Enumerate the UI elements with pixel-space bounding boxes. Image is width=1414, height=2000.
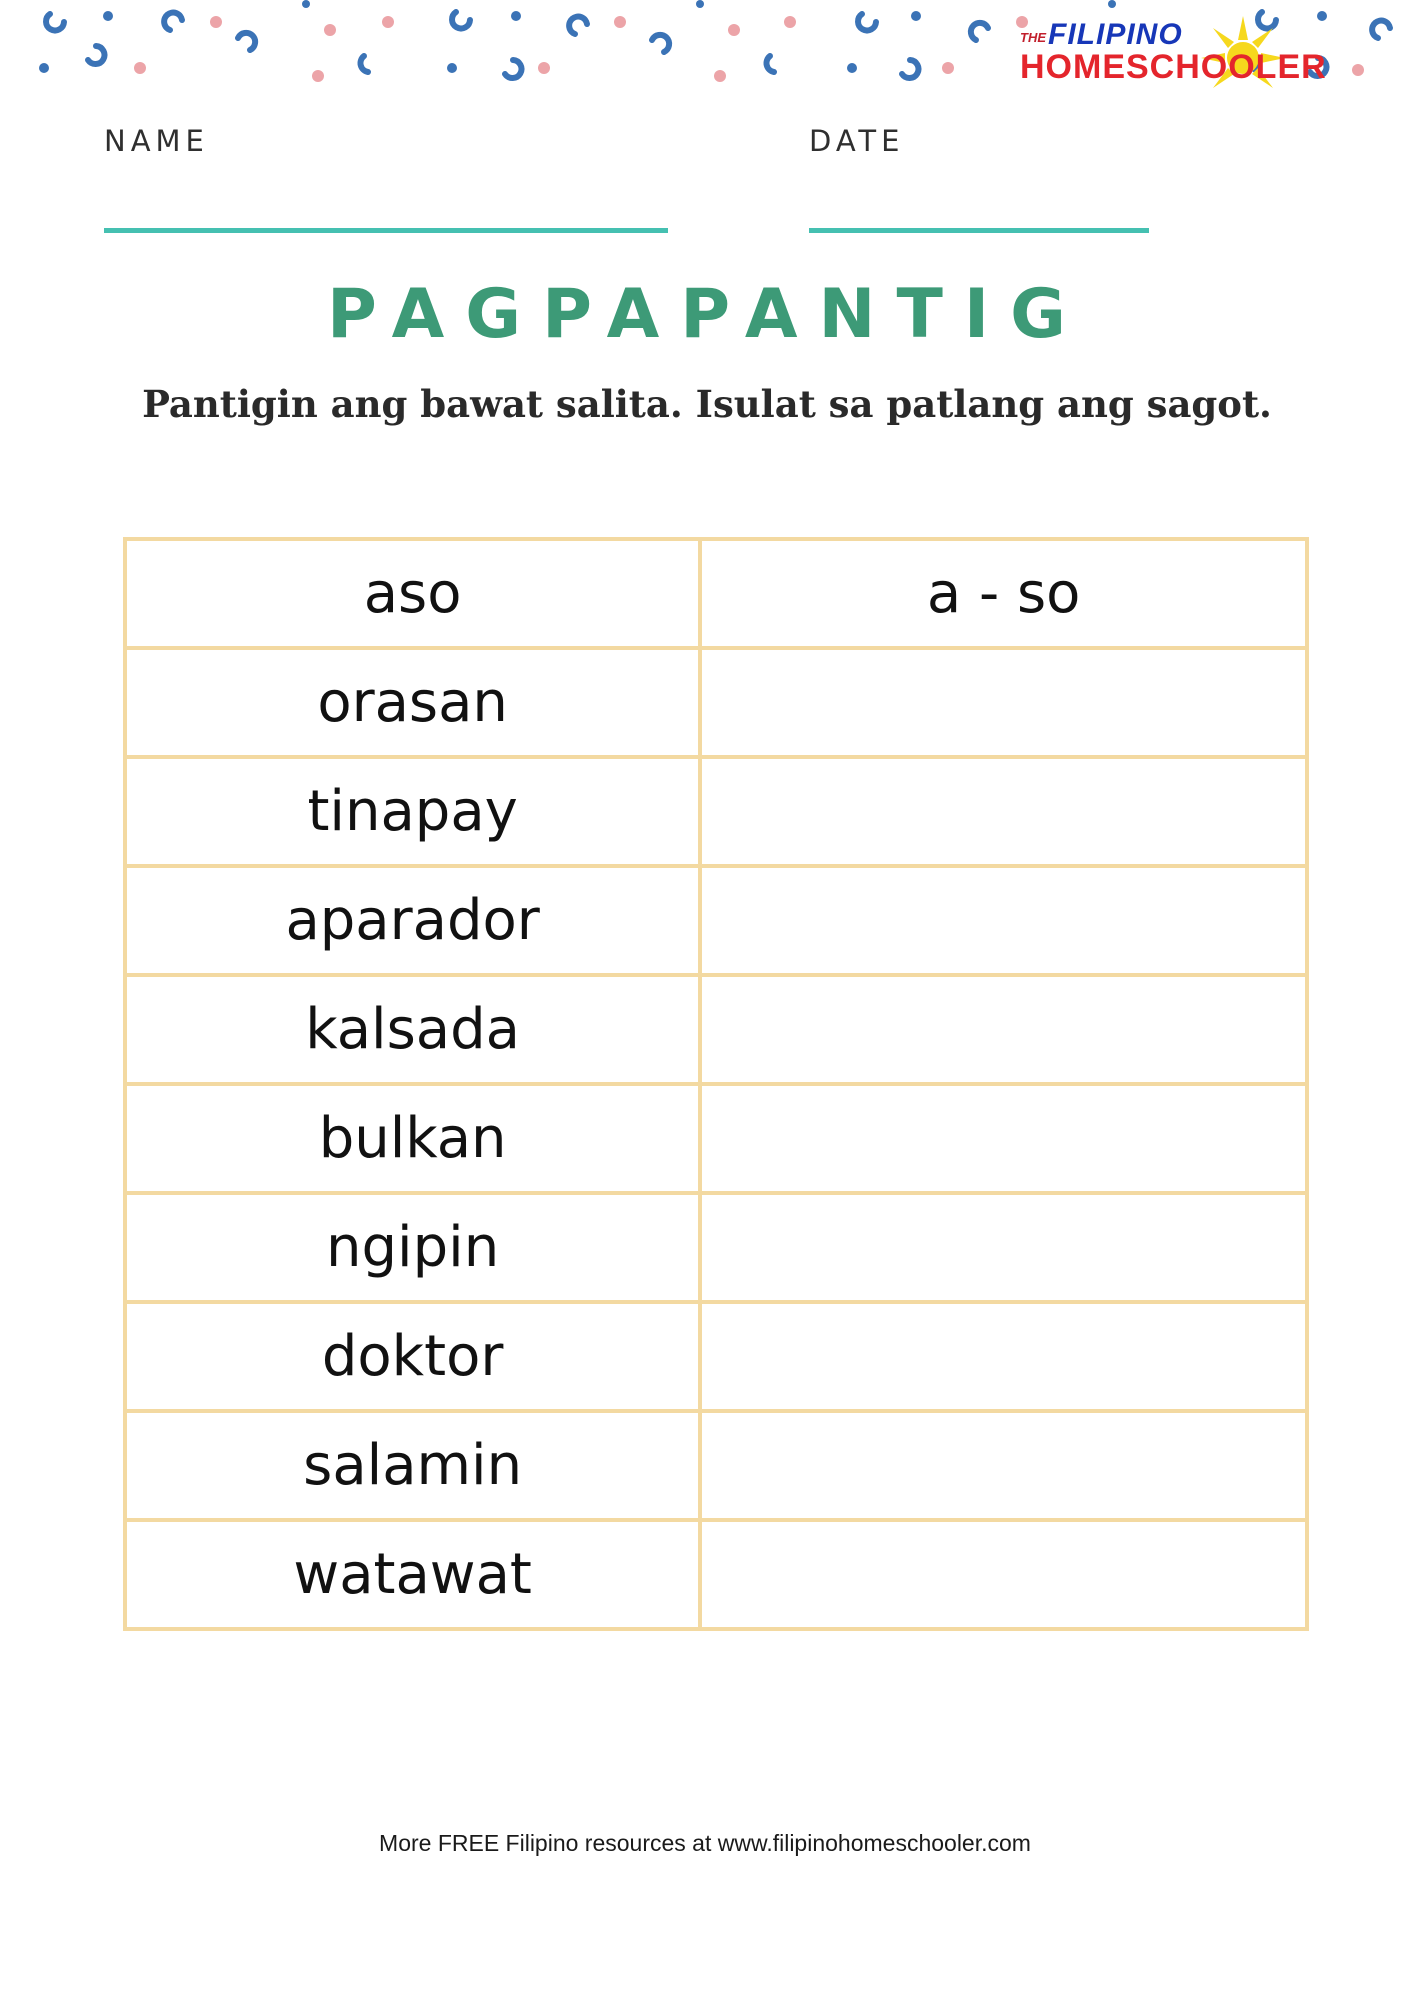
table-row	[125, 975, 1307, 1084]
date-label: DATE	[809, 124, 905, 158]
filipino-homeschooler-logo	[1020, 18, 1340, 92]
confetti-arc	[360, 56, 368, 72]
answer-cell[interactable]	[700, 1302, 1307, 1411]
worksheet-title: PAGPAPANTIG	[327, 275, 1087, 354]
date-line[interactable]	[809, 228, 1149, 233]
confetti-arc	[505, 60, 521, 78]
word-cell: ngipin	[125, 1193, 700, 1302]
table-row	[125, 539, 1307, 648]
word-cell: orasan	[125, 648, 700, 757]
word-cell: kalsada	[125, 975, 700, 1084]
confetti-arc	[452, 12, 470, 28]
word-cell: salamin	[125, 1411, 700, 1520]
word-cell: doktor	[125, 1302, 700, 1411]
confetti-arc	[1372, 21, 1390, 38]
confetti-arc	[46, 14, 64, 30]
word-cell: watawat	[125, 1520, 700, 1629]
word-cell: bulkan	[125, 1084, 700, 1193]
answer-cell[interactable]	[700, 1520, 1307, 1629]
table-row	[125, 1411, 1307, 1520]
answer-cell[interactable]	[700, 1193, 1307, 1302]
footer-resources-link: More FREE Filipino resources at www.filipinohomeschooler.com	[379, 1830, 1031, 1856]
word-cell: tinapay	[125, 757, 700, 866]
confetti-arc	[652, 35, 669, 52]
answer-cell[interactable]	[700, 975, 1307, 1084]
confetti-arc	[902, 60, 918, 78]
table-row	[125, 866, 1307, 975]
answer-cell[interactable]	[700, 1411, 1307, 1520]
word-cell: aparador	[125, 866, 700, 975]
name-label: NAME	[104, 124, 209, 158]
confetti-arc	[238, 33, 255, 50]
confetti-arc	[858, 14, 876, 30]
worksheet-instructions: Pantigin ang bawat salita. Isulat sa patlang ang sagot.	[142, 382, 1272, 426]
table-row	[125, 1302, 1307, 1411]
confetti-arc	[971, 23, 988, 40]
answer-cell[interactable]: a - so	[700, 539, 1307, 648]
syllable-table	[123, 537, 1309, 1631]
name-line[interactable]	[104, 228, 668, 233]
table-row	[125, 757, 1307, 866]
table-row	[125, 1084, 1307, 1193]
logo-the-text: THE	[1020, 30, 1046, 45]
confetti-arc	[88, 46, 104, 64]
confetti-arc	[164, 13, 182, 30]
answer-cell[interactable]	[700, 1084, 1307, 1193]
confetti-arc	[569, 17, 587, 34]
logo-homeschooler-text: HOMESCHOOLER	[1020, 48, 1327, 86]
confetti-arc	[766, 56, 774, 72]
table-row	[125, 1193, 1307, 1302]
table-row	[125, 1520, 1307, 1629]
answer-cell[interactable]	[700, 648, 1307, 757]
word-cell: aso	[125, 539, 700, 648]
answer-cell[interactable]	[700, 757, 1307, 866]
answer-cell[interactable]	[700, 866, 1307, 975]
table-row	[125, 648, 1307, 757]
logo-filipino-text: FILIPINO	[1048, 18, 1183, 51]
